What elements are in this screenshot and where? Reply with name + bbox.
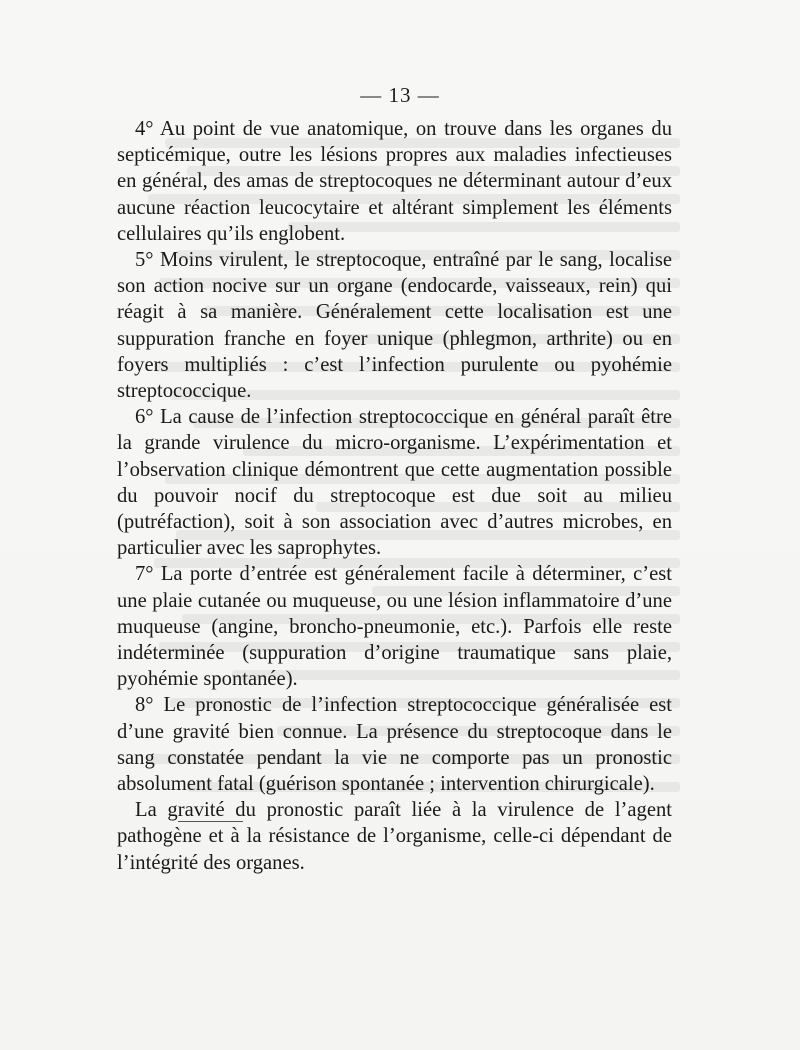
paragraph-prognosis: 8° Le pronostic de l’infection streptococcique généralisée est d’une gravité bien connue. La présence du streptocoque dans le sang constatée pendant la vie ne comporte pas un pronostic absolument fatal (guérison spontanée ; intervention chirurgicale).	[117, 694, 672, 796]
end-rule	[178, 821, 243, 822]
paragraph-entry-point: 7° La porte d’entrée est généralement facile à déterminer, c’est une plaie cutanée ou muqueuse, ou une lésion inflammatoire d’une muqueuse (angine, broncho-pneumonie, etc.). Parfois elle reste indéterminée (suppuration d’origine traumatique sans plaie, pyohémie spontanée).	[117, 563, 672, 691]
paragraph-anatomy: 4° Au point de vue anatomique, on trouve dans les organes du septicémique, outre les lésions propres aux maladies infectieuses en général, des amas de streptocoques ne déterminant autour d’eux aucune réaction leucocytaire et altérant simplement les éléments cellulaires qu’ils englobent.	[117, 118, 672, 245]
paragraph-virulence: 5° Moins virulent, le streptocoque, entraîné par le sang, localise son action nocive sur un organe (endocarde, vaisseaux, rein) qui réagit à sa manière. Généralement cette localisation est une suppuration franche en foyer unique (phlegmon, arthrite) ou en foyers multipliés : c’est l’infection purulente ou pyohémie streptococcique.	[117, 249, 672, 403]
paragraph-severity: La gravité du pronostic paraît liée à la virulence de l’agent pathogène et à la résistance de l’organisme, celle-ci dépendant de l’intégrité des organes.	[117, 799, 672, 874]
paragraph-cause: 6° La cause de l’infection streptococcique en général paraît être la grande virulence du micro-organisme. L’expérimentation et l’observation clinique démontrent que cette augmentation possible du pouvoir nocif du streptocoque est due soit au milieu (putréfaction), soit à son association avec d’autres microbes, en particulier avec les saprophytes.	[117, 406, 672, 560]
page-number: — 13 —	[360, 83, 440, 107]
body-text	[117, 116, 672, 876]
